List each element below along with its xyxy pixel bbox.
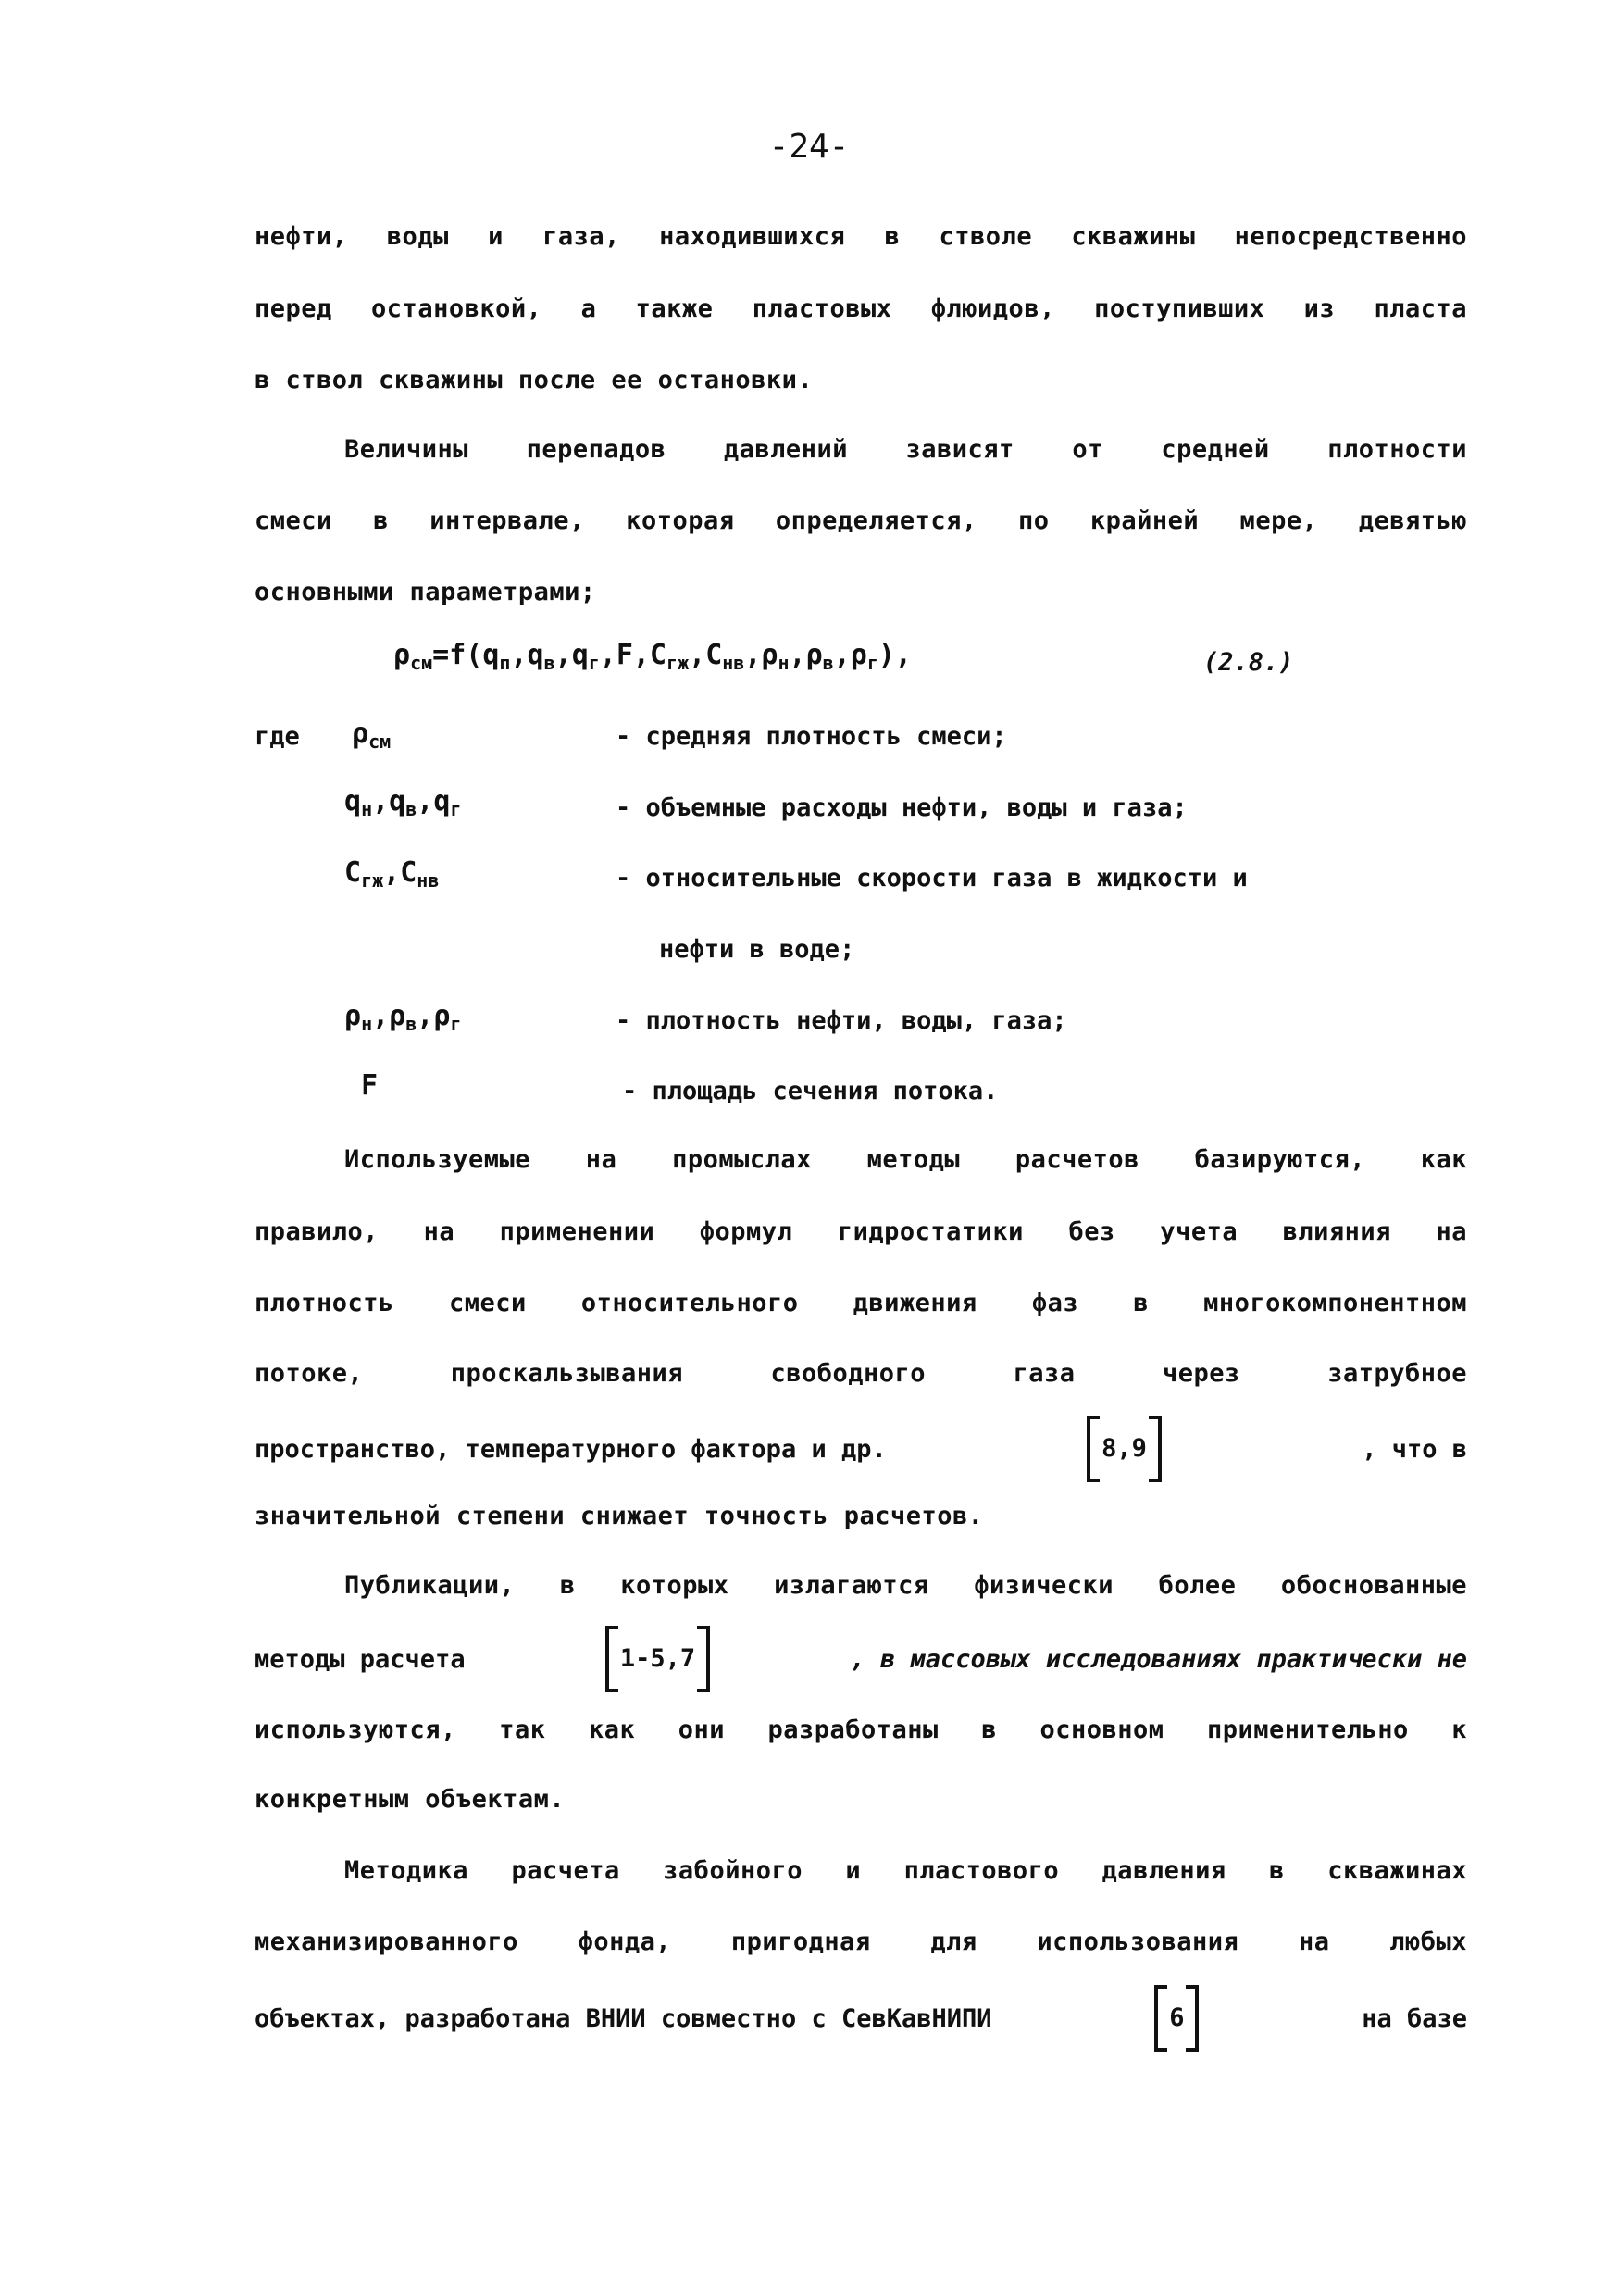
text-line: Используемые на промыслах методы расчетов базируются, как xyxy=(344,1145,1467,1174)
page-number: -24- xyxy=(768,128,850,166)
definition-text: - средняя плотность смеси; xyxy=(616,722,1007,751)
definition-text: нефти в воде; xyxy=(659,935,855,964)
text-line: конкретным объектам. xyxy=(255,1785,566,1814)
text-segment: методы расчета xyxy=(255,1644,466,1674)
definition-symbol: F xyxy=(361,1069,379,1102)
formula-2-8: $\rho_{см}=f(q_п,q_в,q_г,F,C_{гж},C_{нв},\rho_н,\rho_в,\rho_г)$, xyxy=(393,639,912,674)
text-line: используются, так как они разработаны в основном применительно к xyxy=(255,1716,1467,1744)
where-label: где xyxy=(255,722,300,751)
text-line-with-citation xyxy=(255,1622,1467,1696)
text-line: правило, на применении формул гидростатики без учета влияния на xyxy=(255,1217,1467,1246)
citation: 1-5,7 xyxy=(605,1626,710,1692)
citation: 6 xyxy=(1154,1985,1199,2052)
text-line: смеси в интервале, которая определяется, по крайней мере, девятью xyxy=(255,506,1467,535)
text-segment: , в массовых исследованиях практически не xyxy=(850,1644,1467,1674)
text-line: Публикации, в которых излагаются физически более обоснованные xyxy=(344,1571,1467,1600)
definition-symbol: $\rho_{см}$ xyxy=(352,718,392,753)
text-line: перед остановкой, а также пластовых флюидов, поступивших из пласта xyxy=(255,294,1467,323)
text-line-with-citation xyxy=(255,1981,1467,2055)
text-segment: на базе xyxy=(1362,2003,1467,2033)
text-line: Методика расчета забойного и пластового давления в скважинах xyxy=(344,1856,1467,1885)
text-line: нефти, воды и газа, находившихся в стволе скважины непосредственно xyxy=(255,222,1467,251)
definition-symbol: $\rho_н,\rho_в,\rho_г$ xyxy=(344,1000,462,1035)
text-line: Величины перепадов давлений зависят от средней плотности xyxy=(344,435,1467,464)
definition-text: - плотность нефти, воды, газа; xyxy=(616,1006,1067,1035)
text-line: плотность смеси относительного движения фаз в многокомпонентном xyxy=(255,1289,1467,1317)
text-line: в ствол скважины после ее остановки. xyxy=(255,366,814,394)
text-line: основными параметрами; xyxy=(255,578,596,606)
definition-text: - площадь сечения потока. xyxy=(622,1077,999,1105)
text-segment: объектах, разработана ВНИИ совместно с СевКавНИПИ xyxy=(255,2003,992,2033)
definition-symbol: $q_н,q_в,q_г$ xyxy=(344,785,462,820)
definition-text: - объемные расходы нефти, воды и газа; xyxy=(616,793,1188,822)
formula-number: (2.8.) xyxy=(1203,648,1294,677)
citation: 8,9 xyxy=(1087,1416,1162,1482)
text-line: механизированного фонда, пригодная для использования на любых xyxy=(255,1928,1467,1956)
definition-text: - относительные скорости газа в жидкости и xyxy=(616,864,1248,892)
text-line: потоке, проскальзывания свободного газа через затрубное xyxy=(255,1359,1467,1388)
text-segment: пространство, температурного фактора и др. xyxy=(255,1434,887,1464)
definition-symbol: $C_{гж},C_{нв}$ xyxy=(344,856,440,892)
text-segment: , что в xyxy=(1362,1434,1467,1464)
text-line: значительной степени снижает точность расчетов. xyxy=(255,1502,984,1530)
text-line-with-citation xyxy=(255,1412,1467,1486)
